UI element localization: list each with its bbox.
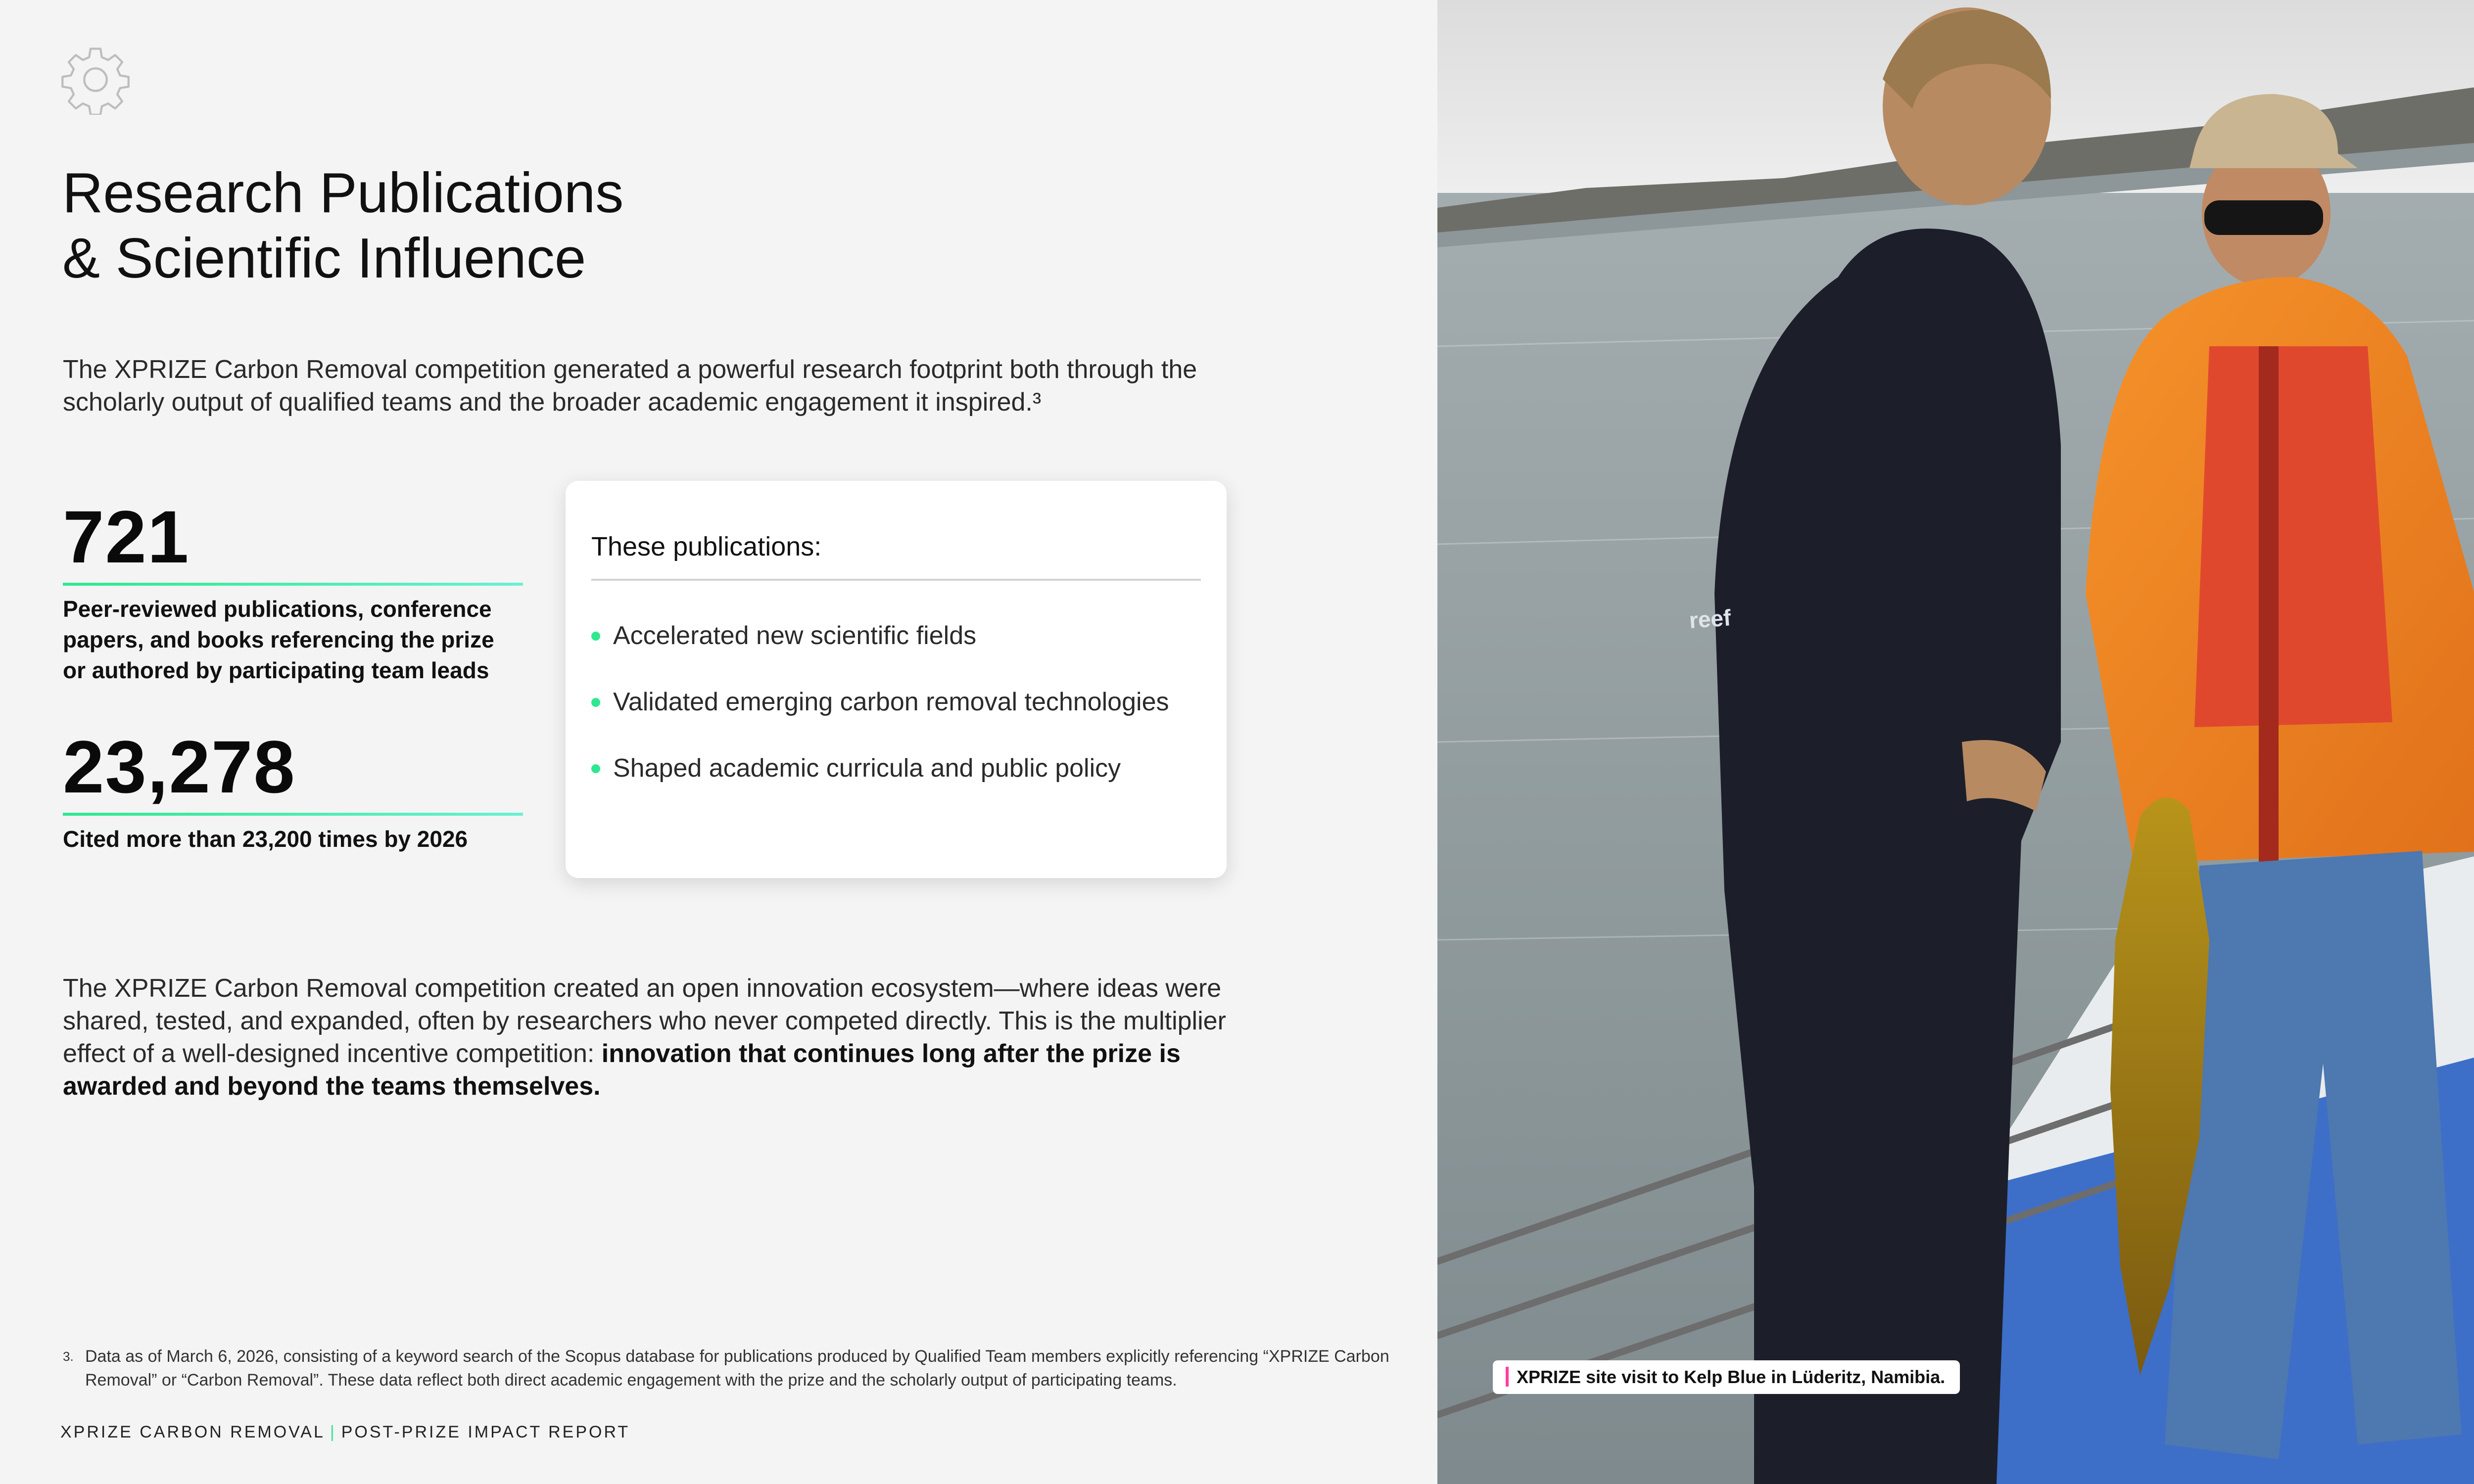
list-item	[591, 619, 1169, 686]
bullet-dot-icon	[591, 632, 600, 641]
title-line-1: Research Publications	[62, 162, 624, 225]
stat-description: Peer-reviewed publications, conference papers, and books referencing the prize or authored by participating team leads	[63, 596, 494, 683]
bullet-dot-icon	[591, 698, 600, 707]
footnote	[63, 1345, 1399, 1392]
list-item-text: Shaped academic curricula and public policy	[613, 754, 1121, 783]
stat-description: Cited more than 23,200 times by 2026	[63, 826, 468, 852]
body-text: The XPRIZE Carbon Removal competition created an open innovation ecosystem—where ideas were shared, tested, and expanded, often by researchers who never competed directly. This is the multiplier effect of a well-designed incentive competition:	[63, 974, 1226, 1068]
title-line-2: & Scientific Influence	[62, 227, 586, 290]
list-item-text: Validated emerging carbon removal technologies	[613, 688, 1169, 716]
wetsuit-logo: reef	[1688, 604, 1732, 633]
footer-separator: |	[330, 1423, 336, 1441]
card-divider	[591, 579, 1201, 581]
list-item	[591, 752, 1169, 818]
caption-accent-bar	[1506, 1367, 1509, 1387]
footnote-text: Data as of March 6, 2026, consisting of a keyword search of the Scopus database for publications produced by Qualified Team members explicitly referencing “XPRIZE Carbon Removal” or “Carbon Removal”. These data reflect both direct academic engagement with the prize and the scholarly output of participating teams.	[85, 1347, 1389, 1390]
card-title: These publications:	[591, 532, 822, 561]
publications-card	[566, 481, 1227, 878]
intro-paragraph: The XPRIZE Carbon Removal competition generated a powerful research footprint both through the scholarly output of qualified teams and the broader academic engagement it inspired.³	[63, 355, 1197, 417]
footnote-number: 3.	[63, 1349, 74, 1364]
stat-divider	[63, 583, 523, 586]
page-title	[62, 161, 623, 291]
gear-icon	[60, 45, 131, 115]
stat-citations	[63, 725, 523, 854]
bullet-dot-icon	[591, 764, 600, 773]
stat-value: 721	[63, 495, 190, 578]
page-footer	[60, 1423, 630, 1442]
stat-value: 23,278	[63, 725, 296, 808]
body-paragraph	[63, 972, 1250, 1103]
caption-text: XPRIZE site visit to Kelp Blue in Lüderitz, Namibia.	[1517, 1367, 1946, 1387]
list-item	[591, 686, 1169, 752]
stat-divider	[63, 813, 523, 816]
footer-report-name: POST-PRIZE IMPACT REPORT	[341, 1423, 630, 1441]
list-item-text: Accelerated new scientific fields	[613, 621, 977, 650]
footer-brand: XPRIZE CARBON REMOVAL	[60, 1423, 325, 1441]
card-list	[591, 619, 1169, 818]
photo-illustration	[1437, 0, 2474, 1484]
stat-publications	[63, 495, 523, 686]
body-emphasis: innovation that continues long after the prize is awarded and beyond the teams themselves.	[63, 1039, 1181, 1101]
photo-caption	[1493, 1360, 1960, 1394]
site-visit-photo	[1437, 0, 2474, 1484]
